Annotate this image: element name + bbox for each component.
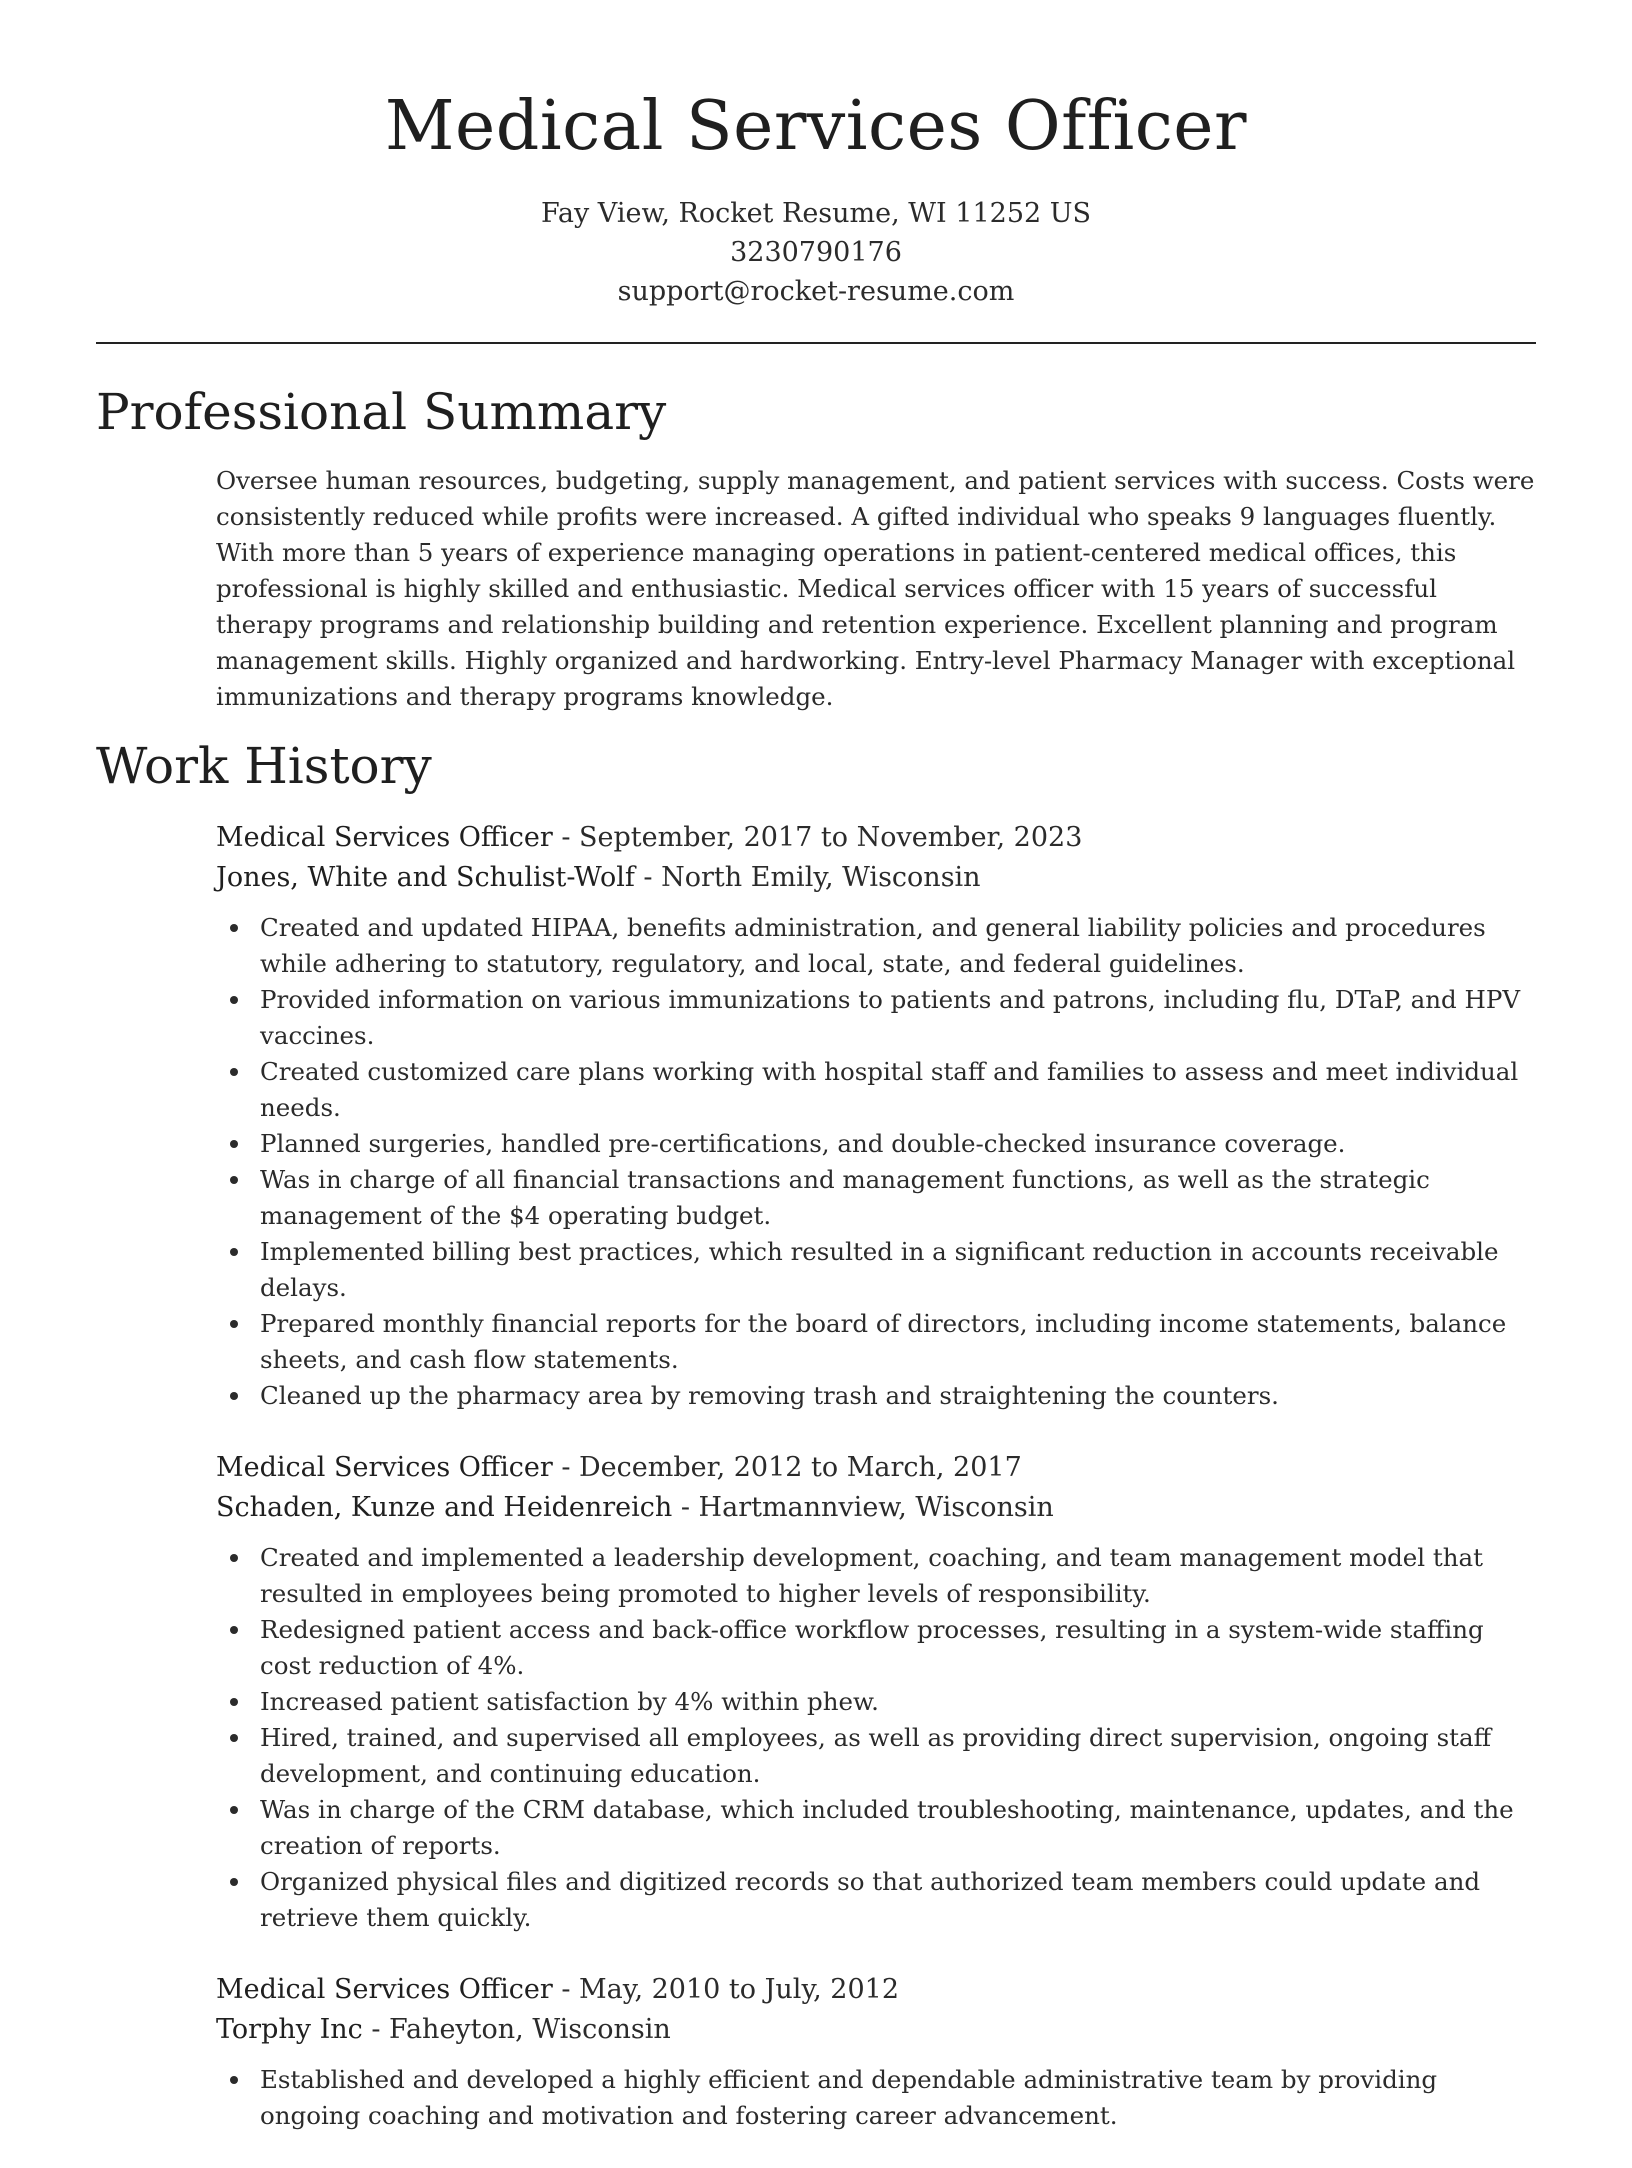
- candidate-name: Medical Services Officer: [384, 87, 1248, 166]
- job-bullet: Was in charge of the CRM database, which included troubleshooting, maintenance, updates, and the creation of reports.: [216, 1792, 1536, 1864]
- job-bullet: Planned surgeries, handled pre-certifications, and double-checked insurance coverage.: [216, 1126, 1536, 1162]
- job-bullet: Created customized care plans working with hospital staff and families to assess and meet individual needs.: [216, 1054, 1536, 1126]
- contact-email: support@rocket-resume.com: [617, 276, 1015, 307]
- contact-phone: 3230790176: [730, 237, 902, 268]
- job-entry: [216, 1448, 1536, 1936]
- bullet-dot-icon: [230, 1140, 238, 1148]
- job-bullet: Increased patient satisfaction by 4% within phew.: [216, 1684, 1536, 1720]
- job-position: Medical Services Officer: [216, 1974, 553, 2005]
- work-history-list: [216, 818, 1536, 2168]
- job-company: Jones, White and Schulist-Wolf: [216, 862, 635, 893]
- job-entry: [216, 1970, 1536, 2134]
- job-position: Medical Services Officer: [216, 822, 553, 853]
- job-company-line: [216, 1488, 1536, 1528]
- job-title-line: [216, 1448, 1536, 1488]
- job-bullet: Established and developed a highly efficient and dependable administrative team by providing ongoing coaching and motivation and fostering career advancement.: [216, 2062, 1536, 2134]
- job-company: Schaden, Kunze and Heidenreich: [216, 1492, 673, 1523]
- job-title-line: [216, 1970, 1536, 2010]
- job-bullet: Prepared monthly financial reports for the board of directors, including income statements, balance sheets, and cash flow statements.: [216, 1306, 1536, 1378]
- summary-text: Oversee human resources, budgeting, supply management, and patient services with success. Costs were consistently reduced while profits were increased. A gifted individual who speaks 9 languages fluently. With more than 5 years of experience managing operations in patient-centered medical offices, this professional is highly skilled and enthusiastic. Medical services officer with 15 years of successful therapy programs and relationship building and retention experience. Excellent planning and program management skills. Highly organized and hardworking. Entry-level Pharmacy Manager with exceptional immunizations and therapy programs knowledge.: [216, 466, 1535, 711]
- job-bullets: [216, 910, 1536, 1414]
- job-bullets: [216, 2062, 1536, 2134]
- job-entry: [216, 818, 1536, 1414]
- header-divider: [96, 342, 1536, 344]
- contact-block: [0, 194, 1632, 311]
- job-company-line: [216, 858, 1536, 898]
- bullet-dot-icon: [230, 996, 238, 1004]
- job-bullet: Hired, trained, and supervised all employees, as well as providing direct supervision, ongoing staff development, and continuing education.: [216, 1720, 1536, 1792]
- job-title-line: [216, 818, 1536, 858]
- contact-address: Fay View, Rocket Resume, WI 11252 US: [540, 198, 1092, 229]
- job-location: - North Emily, Wisconsin: [634, 862, 981, 893]
- bullet-dot-icon: [230, 2076, 238, 2084]
- bullet-dot-icon: [230, 1248, 238, 1256]
- bullet-dot-icon: [230, 924, 238, 932]
- bullet-dot-icon: [230, 1878, 238, 1886]
- bullet-dot-icon: [230, 1068, 238, 1076]
- job-bullet: Created and updated HIPAA, benefits administration, and general liability policies and procedures while adhering to statutory, regulatory, and local, state, and federal guidelines.: [216, 910, 1536, 982]
- bullet-dot-icon: [230, 1320, 238, 1328]
- bullet-dot-icon: [230, 1176, 238, 1184]
- resume-header: [0, 0, 1632, 311]
- bullet-dot-icon: [230, 1626, 238, 1634]
- work-history-heading: Work History: [96, 737, 432, 795]
- bullet-dot-icon: [230, 1734, 238, 1742]
- job-bullet: Organized physical files and digitized records so that authorized team members could update and retrieve them quickly.: [216, 1864, 1536, 1936]
- bullet-dot-icon: [230, 1392, 238, 1400]
- job-bullet: Was in charge of all financial transactions and management functions, as well as the strategic management of the $4 operating budget.: [216, 1162, 1536, 1234]
- job-bullet: Created and implemented a leadership development, coaching, and team management model that resulted in employees being promoted to higher levels of responsibility.: [216, 1540, 1536, 1612]
- job-position: Medical Services Officer: [216, 1452, 553, 1483]
- job-bullet: Provided information on various immunizations to patients and patrons, including flu, DTaP, and HPV vaccines.: [216, 982, 1536, 1054]
- job-bullets: [216, 1540, 1536, 1936]
- job-location: - Hartmannview, Wisconsin: [672, 1492, 1054, 1523]
- job-dates: - December, 2012 to March, 2017: [552, 1452, 1022, 1483]
- job-bullet: Implemented billing best practices, which resulted in a significant reduction in accounts receivable delays.: [216, 1234, 1536, 1306]
- bullet-dot-icon: [230, 1698, 238, 1706]
- job-bullet: Redesigned patient access and back-office workflow processes, resulting in a system-wide staffing cost reduction of 4%.: [216, 1612, 1536, 1684]
- bullet-dot-icon: [230, 1554, 238, 1562]
- job-company: Torphy Inc: [216, 2014, 363, 2045]
- job-bullet: Cleaned up the pharmacy area by removing trash and straightening the counters.: [216, 1378, 1536, 1414]
- summary-heading: Professional Summary: [96, 383, 667, 441]
- job-dates: - September, 2017 to November, 2023: [552, 822, 1083, 853]
- job-company-line: [216, 2010, 1536, 2050]
- bullet-dot-icon: [230, 1806, 238, 1814]
- job-dates: - May, 2010 to July, 2012: [552, 1974, 899, 2005]
- job-location: - Faheyton, Wisconsin: [362, 2014, 671, 2045]
